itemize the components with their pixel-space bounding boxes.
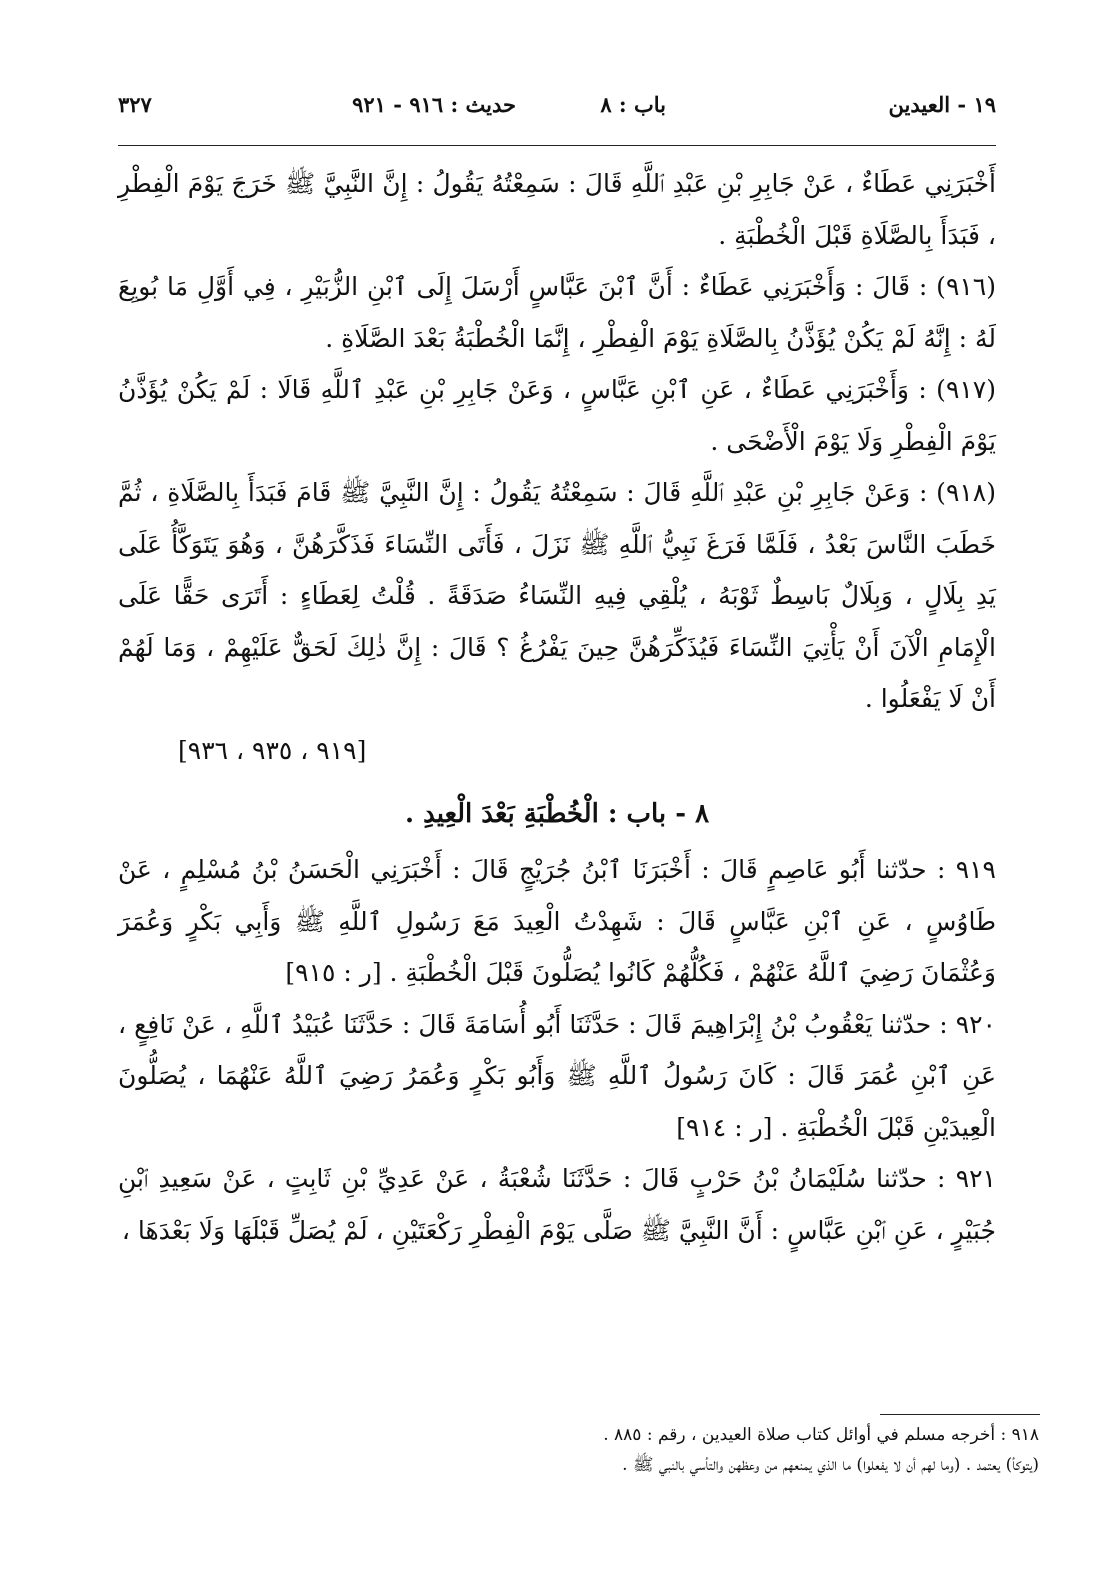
footnotes <box>118 1420 1039 1480</box>
paragraph-continuation: أَخْبَرَنِي عَطَاءٌ ، عَنْ جَابِرِ بْنِ عَبْدِ ٱللَّهِ قَالَ : سَمِعْتُهُ يَقُولُ : إِنَّ النَّبِيَّ ﷺ خَرَجَ يَوْمَ الْفِطْرِ ، فَبَدَأَ بِالصَّلَاةِ قَبْلَ الْخُطْبَةِ . <box>118 169 996 250</box>
hadith-919: ٩١٩ : حدّثنا أَبُو عَاصِمٍ قَالَ : أَخْبَرَنَا ٱبْنُ جُرَيْجٍ قَالَ : أَخْبَرَنِي الْحَسَنُ بْنُ مُسْلِمٍ ، عَنْ طَاوُسٍ ، عَنِ ٱبْنِ عَبَّاسٍ قَالَ : شَهِدْتُ الْعِيدَ مَعَ رَسُولِ ٱللَّهِ ﷺ وَأَبِي بَكْرٍ وَعُمَرَ وَعُثْمَانَ رَضِيَ ٱللَّهُ عَنْهُمْ ، فَكُلُّهُمْ كَانُوا يُصَلُّونَ قَبْلَ الْخُطْبَةِ . [ر : ٩١٥] <box>118 855 996 987</box>
bab-label: باب : ٨ <box>600 92 666 117</box>
chapter-title: ٨ - باب : الْخُطْبَةِ بَعْدَ الْعِيدِ . <box>404 799 710 829</box>
chapter-label: ١٩ - العيدين <box>888 92 996 117</box>
paragraph-916: (٩١٦) : قَالَ : وَأَخْبَرَنِي عَطَاءٌ : أَنَّ ٱبْنَ عَبَّاسٍ أَرْسَلَ إِلَى ٱبْنِ الزُّبَيْرِ ، فِي أَوَّلِ مَا بُويِعَ لَهُ : إِنَّهُ لَمْ يَكُنْ يُؤَذَّنُ بِالصَّلَاةِ يَوْمَ الْفِطْرِ ، إِنَّمَا الْخُطْبَةُ بَعْدَ الصَّلَاةِ . <box>118 272 996 353</box>
footnote-918: ٩١٨ : أخرجه مسلم في أوائل كتاب صلاة العيدين ، رقم : ٨٨٥ . <box>603 1425 1039 1445</box>
hadith-921: ٩٢١ : حدّثنا سُلَيْمَانُ بْنُ حَرْبٍ قَالَ : حَدَّثَنَا شُعْبَةُ ، عَنْ عَدِيِّ بْنِ ثَابِتٍ ، عَنْ سَعِيدِ ٱبْنِ جُبَيْرٍ ، عَنِ ٱبْنِ عَبَّاسٍ : أَنَّ النَّبِيَّ ﷺ صَلَّى يَوْمَ الْفِطْرِ رَكْعَتَيْنِ ، لَمْ يُصَلِّ قَبْلَهَا وَلَا بَعْدَهَا ، <box>118 1164 996 1245</box>
header-divider <box>118 145 996 146</box>
footnote-divider <box>880 1414 1040 1415</box>
page-number: ٣٢٧ <box>118 92 152 117</box>
paragraph-918: (٩١٨) : وَعَنْ جَابِرِ بْنِ عَبْدِ ٱللَّهِ قَالَ : سَمِعْتُهُ يَقُولُ : إِنَّ النَّبِيَّ ﷺ قَامَ فَبَدَأَ بِالصَّلَاةِ ، ثُمَّ خَطَبَ النَّاسَ بَعْدُ ، فَلَمَّا فَرَغَ نَبِيُّ ٱللَّهِ ﷺ نَزَلَ ، فَأَتَى النِّسَاءَ فَذَكَّرَهُنَّ ، وَهُوَ يَتَوَكَّأُ عَلَى يَدِ بِلَالٍ ، وَبِلَالٌ بَاسِطٌ ثَوْبَهُ ، يُلْقِي فِيهِ النِّسَاءُ صَدَقَةً . قُلْتُ لِعَطَاءٍ : أَتَرَى حَقًّا عَلَى الْإِمَامِ الْآنَ أَنْ يَأْتِيَ النِّسَاءَ فَيُذَكِّرَهُنَّ حِينَ يَفْرُغُ ؟ قَالَ : إِنَّ ذٰلِكَ لَحَقٌّ عَلَيْهِمْ ، وَمَا لَهُمْ أَنْ لَا يَفْعَلُوا . <box>118 478 996 713</box>
hadith-range-label: حديث : ٩١٦ - ٩٢١ <box>352 92 516 117</box>
hadith-920: ٩٢٠ : حدّثنا يَعْقُوبُ بْنُ إِبْرَاهِيمَ قَالَ : حَدَّثَنَا أَبُو أُسَامَةَ قَالَ : حَدَّثَنَا عُبَيْدُ ٱللَّهِ ، عَنْ نَافِعٍ ، عَنِ ٱبْنِ عُمَرَ قَالَ : كَانَ رَسُولُ ٱللَّهِ ﷺ وَأَبُو بَكْرٍ وَعُمَرُ رَضِيَ ٱللَّهُ عَنْهُمَا ، يُصَلُّونَ الْعِيدَيْنِ قَبْلَ الْخُطْبَةِ . [ر : ٩١٤] <box>118 1009 996 1142</box>
main-text <box>118 158 996 1256</box>
running-header <box>118 92 996 126</box>
footnote-glossary: (يتوكأ) يعتمد . (وما لهم أن لا يفعلوا) ما الذي يمنعهم من وعظهن والتأسي بالنبي ﷺ . <box>622 1455 1039 1475</box>
cross-references-918: [٩١٩ ، ٩٣٥ ، ٩٣٦] <box>178 735 367 765</box>
paragraph-917: (٩١٧) : وَأَخْبَرَنِي عَطَاءٌ ، عَنِ ٱبْنِ عَبَّاسٍ ، وَعَنْ جَابِرِ بْنِ عَبْدِ ٱللَّهِ قَالَا : لَمْ يَكُنْ يُؤَذَّنُ يَوْمَ الْفِطْرِ وَلَا يَوْمَ الْأَضْحَى . <box>118 375 996 456</box>
